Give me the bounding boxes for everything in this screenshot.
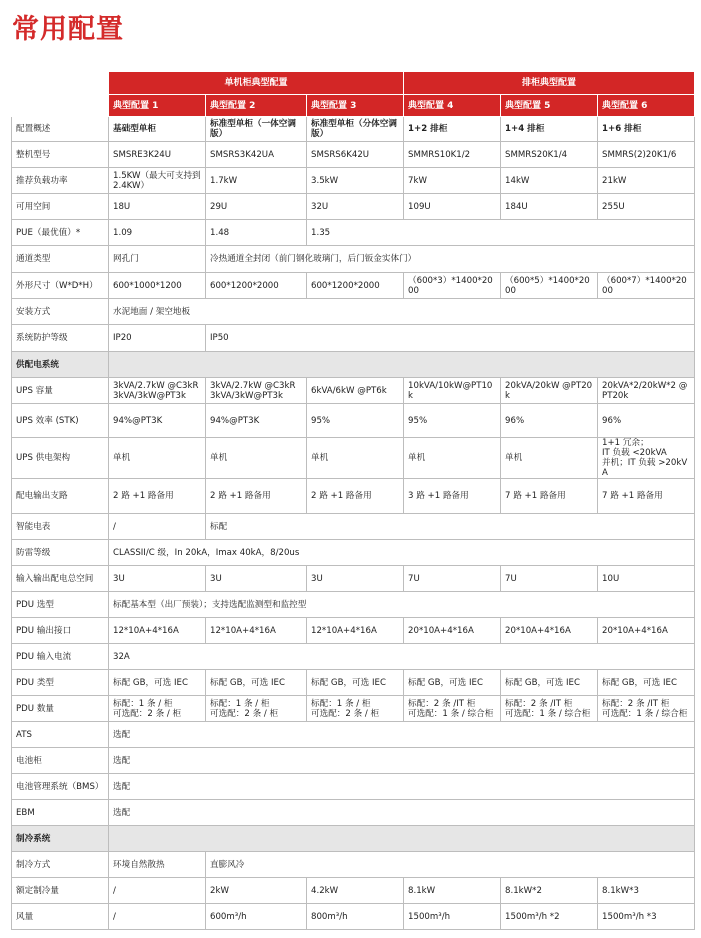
table-cell: 标配基本型（出厂预装）；支持选配监测型和监控型 [109, 592, 695, 618]
table-cell: 96% [598, 404, 695, 438]
table-cell: CLASSII/C 级，In 20kA，Imax 40kA，8/20us [109, 540, 695, 566]
section-title: 制冷系统 [12, 826, 109, 852]
config-header: 典型配置 6 [598, 95, 695, 117]
row-label: ATS [12, 722, 109, 748]
table-cell: 600*1000*1200 [109, 273, 206, 299]
section-row [12, 352, 695, 378]
table-cell: 600*1200*2000 [206, 273, 307, 299]
table-row [12, 878, 695, 904]
table-cell: 冷热通道全封闭（前门钢化玻璃门，后门钣金实体门） [206, 246, 695, 273]
table-cell: 标配：2 条 /IT 柜 可选配：1 条 / 综合柜 [501, 696, 598, 722]
table-cell: 3U [206, 566, 307, 592]
table-cell: 20*10A+4*16A [598, 618, 695, 644]
table-cell: 单机 [501, 438, 598, 479]
row-label: 推荐负载功率 [12, 168, 109, 194]
table-cell: （600*3）*1400*2000 [404, 273, 501, 299]
table-cell: 基础型单柜 [109, 117, 206, 142]
row-label: 风量 [12, 904, 109, 930]
section-fill [109, 352, 695, 378]
config-header: 典型配置 5 [501, 95, 598, 117]
table-cell: SMMRS20K1/4 [501, 142, 598, 168]
table-cell: 95% [307, 404, 404, 438]
row-label: PDU 选型 [12, 592, 109, 618]
row-label: 外形尺寸（W*D*H） [12, 273, 109, 299]
table-cell: 10kVA/10kW@PT10k [404, 378, 501, 404]
page-title: 常用配置 [12, 14, 124, 45]
table-row [12, 273, 695, 299]
table-row [12, 774, 695, 800]
table-cell: 7U [501, 566, 598, 592]
table-cell: 2 路 +1 路备用 [109, 479, 206, 514]
row-label: EBM [12, 800, 109, 826]
row-label: PDU 数量 [12, 696, 109, 722]
section-title: 供配电系统 [12, 352, 109, 378]
table-cell: 标配 [206, 514, 695, 540]
config-header: 典型配置 2 [206, 95, 307, 117]
table-cell: 1+6 排柜 [598, 117, 695, 142]
table-row [12, 479, 695, 514]
table-row [12, 438, 695, 479]
table-row [12, 246, 695, 273]
group-header-row-cabinets: 排柜典型配置 [404, 72, 695, 95]
table-cell: 7 路 +1 路备用 [598, 479, 695, 514]
row-label: 防雷等级 [12, 540, 109, 566]
table-cell: 7U [404, 566, 501, 592]
table-cell: 20*10A+4*16A [501, 618, 598, 644]
table-cell: 环境自然散热 [109, 852, 206, 878]
table-row [12, 117, 695, 142]
table-cell: 8.1kW [404, 878, 501, 904]
table-row [12, 722, 695, 748]
group-header-row [12, 72, 695, 95]
table-cell: 20kVA/20kW @PT20k [501, 378, 598, 404]
table-row [12, 696, 695, 722]
table-row [12, 378, 695, 404]
table-row [12, 142, 695, 168]
table-cell: IP50 [206, 325, 695, 352]
table-cell: 3kVA/2.7kW @C3kR 3kVA/3kW@PT3k [109, 378, 206, 404]
row-label: PDU 输出接口 [12, 618, 109, 644]
table-cell: （600*7）*1400*2000 [598, 273, 695, 299]
table-cell: 单机 [109, 438, 206, 479]
table-cell: 800m³/h [307, 904, 404, 930]
table-cell: 3.5kW [307, 168, 404, 194]
table-cell: 1.5KW（最大可支持到2.4KW） [109, 168, 206, 194]
row-label: 输入输出配电总空间 [12, 566, 109, 592]
table-cell: 600*1200*2000 [307, 273, 404, 299]
config-header-row [12, 95, 695, 117]
config-header: 典型配置 4 [404, 95, 501, 117]
header-corner [12, 95, 109, 117]
table-row [12, 325, 695, 352]
row-label: 配置概述 [12, 117, 109, 142]
table-cell: 标配：1 条 / 柜 可选配：2 条 / 柜 [206, 696, 307, 722]
table-cell: 2 路 +1 路备用 [307, 479, 404, 514]
table-cell: / [109, 514, 206, 540]
table-cell: 1500m³/h *2 [501, 904, 598, 930]
row-label: PUE（最优值）* [12, 220, 109, 246]
table-cell: 21kW [598, 168, 695, 194]
table-cell: 2 路 +1 路备用 [206, 479, 307, 514]
table-row [12, 566, 695, 592]
table-cell: 标配 GB，可选 IEC [109, 670, 206, 696]
row-label: 安装方式 [12, 299, 109, 325]
table-cell: 直膨风冷 [206, 852, 695, 878]
table-cell: 96% [501, 404, 598, 438]
table-cell: 网孔门 [109, 246, 206, 273]
row-label: PDU 输入电流 [12, 644, 109, 670]
table-cell: SMMRS(2)20K1/6 [598, 142, 695, 168]
group-header-single: 单机柜典型配置 [109, 72, 404, 95]
table-cell: 标配 GB，可选 IEC [307, 670, 404, 696]
table-cell: SMSRS3K42UA [206, 142, 307, 168]
table-cell: （600*5）*1400*2000 [501, 273, 598, 299]
row-label: UPS 供电架构 [12, 438, 109, 479]
table-row [12, 748, 695, 774]
row-label: UPS 容量 [12, 378, 109, 404]
row-label: 智能电表 [12, 514, 109, 540]
table-cell: 选配 [109, 800, 695, 826]
section-row [12, 826, 695, 852]
table-cell: 选配 [109, 748, 695, 774]
table-row [12, 194, 695, 220]
table-cell: 标配：1 条 / 柜 可选配：2 条 / 柜 [109, 696, 206, 722]
table-cell: 单机 [307, 438, 404, 479]
table-cell: 标配 GB，可选 IEC [206, 670, 307, 696]
table-cell: 8.1kW*3 [598, 878, 695, 904]
table-cell: 7 路 +1 路备用 [501, 479, 598, 514]
table-cell: 1500m³/h [404, 904, 501, 930]
table-cell: 3U [307, 566, 404, 592]
table-cell: IP20 [109, 325, 206, 352]
table-cell: 选配 [109, 774, 695, 800]
table-cell: 7kW [404, 168, 501, 194]
table-cell: 14kW [501, 168, 598, 194]
table-row [12, 618, 695, 644]
table-cell: 20*10A+4*16A [404, 618, 501, 644]
header-corner [12, 72, 109, 95]
table-cell: 29U [206, 194, 307, 220]
table-row [12, 644, 695, 670]
table-cell: 标配：1 条 / 柜 可选配：2 条 / 柜 [307, 696, 404, 722]
table-cell: 1+2 排柜 [404, 117, 501, 142]
table-row [12, 220, 695, 246]
table-cell: 1.7kW [206, 168, 307, 194]
section-fill [109, 826, 695, 852]
table-cell: 1+4 排柜 [501, 117, 598, 142]
table-cell: 2kW [206, 878, 307, 904]
table-cell: / [109, 904, 206, 930]
table-cell: 12*10A+4*16A [307, 618, 404, 644]
table-cell: 3kVA/2.7kW @C3kR 3kVA/3kW@PT3k [206, 378, 307, 404]
table-cell: 标准型单柜（一体空调版） [206, 117, 307, 142]
table-cell: 标配：2 条 /IT 柜 可选配：1 条 / 综合柜 [404, 696, 501, 722]
table-row [12, 540, 695, 566]
table-row [12, 670, 695, 696]
table-cell: 标配：2 条 /IT 柜 可选配：1 条 / 综合柜 [598, 696, 695, 722]
table-cell: 95% [404, 404, 501, 438]
table-cell: 1.35 [307, 220, 695, 246]
table-cell: 255U [598, 194, 695, 220]
table-cell: / [109, 878, 206, 904]
table-cell: 6kVA/6kW @PT6k [307, 378, 404, 404]
table-cell: SMMRS10K1/2 [404, 142, 501, 168]
row-label: 电池柜 [12, 748, 109, 774]
table-cell: 3 路 +1 路备用 [404, 479, 501, 514]
table-cell: 单机 [404, 438, 501, 479]
table-cell: 18U [109, 194, 206, 220]
row-label: 额定制冷量 [12, 878, 109, 904]
table-row [12, 592, 695, 618]
table-cell: SMSRE3K24U [109, 142, 206, 168]
table-cell: 1.48 [206, 220, 307, 246]
table-cell: 1500m³/h *3 [598, 904, 695, 930]
table-row [12, 514, 695, 540]
row-label: 电池管理系统（BMS） [12, 774, 109, 800]
table-row [12, 852, 695, 878]
table-cell: 4.2kW [307, 878, 404, 904]
table-cell: 单机 [206, 438, 307, 479]
table-cell: 184U [501, 194, 598, 220]
table-cell: 标配 GB，可选 IEC [598, 670, 695, 696]
table-cell: 109U [404, 194, 501, 220]
table-cell: SMSRS6K42U [307, 142, 404, 168]
config-header: 典型配置 3 [307, 95, 404, 117]
row-label: 整机型号 [12, 142, 109, 168]
table-cell: 32A [109, 644, 695, 670]
table-cell: 水泥地面 / 架空地板 [109, 299, 695, 325]
table-cell: 3U [109, 566, 206, 592]
table-cell: 1.09 [109, 220, 206, 246]
table-cell: 标准型单柜（分体空调版） [307, 117, 404, 142]
row-label: PDU 类型 [12, 670, 109, 696]
row-label: 配电输出支路 [12, 479, 109, 514]
table-cell: 8.1kW*2 [501, 878, 598, 904]
table-cell: 标配 GB，可选 IEC [404, 670, 501, 696]
table-cell: 12*10A+4*16A [206, 618, 307, 644]
row-label: UPS 效率 (STK) [12, 404, 109, 438]
table-row [12, 904, 695, 930]
config-header: 典型配置 1 [109, 95, 206, 117]
table-cell: 12*10A+4*16A [109, 618, 206, 644]
table-row [12, 404, 695, 438]
config-table [11, 71, 695, 930]
row-label: 系统防护等级 [12, 325, 109, 352]
table-row [12, 168, 695, 194]
table-cell: 选配 [109, 722, 695, 748]
table-cell: 1+1 冗余； IT 负载 <20kVA 并机；IT 负载 >20kVA [598, 438, 695, 479]
row-label: 通道类型 [12, 246, 109, 273]
row-label: 可用空间 [12, 194, 109, 220]
table-cell: 94%@PT3K [206, 404, 307, 438]
table-cell: 94%@PT3K [109, 404, 206, 438]
table-row [12, 299, 695, 325]
table-cell: 标配 GB，可选 IEC [501, 670, 598, 696]
table-cell: 32U [307, 194, 404, 220]
table-cell: 600m³/h [206, 904, 307, 930]
table-cell: 10U [598, 566, 695, 592]
table-cell: 20kVA*2/20kW*2 @PT20k [598, 378, 695, 404]
row-label: 制冷方式 [12, 852, 109, 878]
table-row [12, 800, 695, 826]
